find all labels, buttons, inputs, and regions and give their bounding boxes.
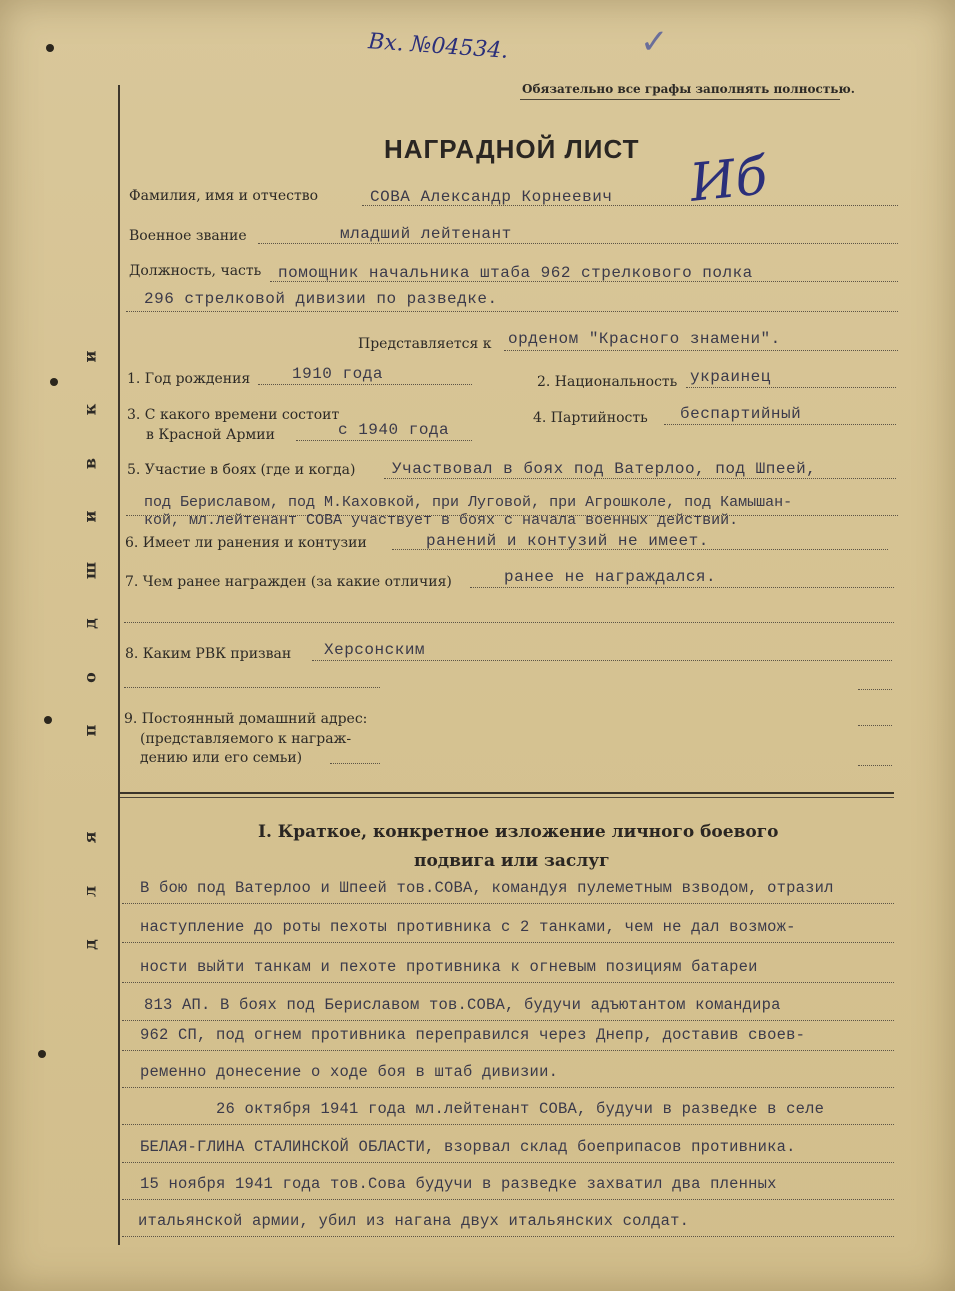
- narrative-rule: [122, 1087, 894, 1088]
- margin-letter: в: [80, 457, 100, 469]
- margin-letter: и: [80, 350, 100, 362]
- margin-letter: к: [80, 403, 100, 416]
- birth-line: [258, 384, 472, 385]
- narrative-line: 26 октября 1941 года мл.лейтенант СОВА, будучи в разведке в селе: [216, 1100, 825, 1118]
- incoming-number: Вх. №04534.: [367, 29, 510, 64]
- birth-value: 1910 года: [292, 365, 383, 383]
- party-line: [664, 424, 896, 425]
- narrative-rule: [122, 982, 894, 983]
- awards-line-2: [124, 622, 894, 623]
- section-heading-2: подвига или заслуг: [414, 851, 610, 871]
- name-label: Фамилия, имя и отчество: [129, 188, 319, 204]
- narrative-rule: [122, 1124, 894, 1125]
- nominated-line: [504, 350, 898, 351]
- left-margin-rule: [118, 85, 120, 1245]
- narrative-line: БЕЛАЯ-ГЛИНА СТАЛИНСКОЙ ОБЛАСТИ, взорвал склад боеприпасов противника.: [140, 1138, 796, 1156]
- section-divider-bottom: [120, 797, 894, 798]
- awards-line-1: [470, 587, 894, 588]
- narrative-line: 813 АП. В боях под Бериславом тов.СОВА, будучи адъютантом командира: [144, 996, 781, 1014]
- narrative-line: 962 СП, под огнем противника переправился через Днепр, доставив своев-: [140, 1026, 806, 1044]
- address-line-2: [330, 763, 380, 764]
- service-label-2: в Красной Армии: [146, 427, 275, 443]
- position-value-2: 296 стрелковой дивизии по разведке.: [144, 290, 498, 308]
- party-value: беспартийный: [680, 405, 802, 423]
- wounds-label: 6. Имеет ли ранения и контузии: [125, 535, 367, 551]
- position-line-2: [126, 311, 898, 312]
- punch-hole: [46, 44, 54, 52]
- nationality-line: [686, 387, 896, 388]
- narrative-rule: [122, 1199, 894, 1200]
- narrative-rule: [122, 1020, 894, 1021]
- battles-line-1: [384, 478, 896, 479]
- margin-letter: д: [80, 939, 100, 950]
- narrative-rule: [122, 1236, 894, 1237]
- position-value-1: помощник начальника штаба 962 стрелкового полка: [278, 264, 753, 282]
- rank-label: Военное звание: [129, 228, 247, 244]
- narrative-line: итальянской армии, убил из нагана двух итальянских солдат.: [138, 1212, 690, 1230]
- rvk-line-2b: [858, 689, 892, 690]
- margin-letter: д: [80, 618, 100, 629]
- battles-value-1: Участвовал в боях под Ватерлоо, под Шпеей,: [392, 460, 817, 478]
- narrative-line: ности выйти танкам и пехоте противника к огневым позициям батареи: [140, 958, 758, 976]
- service-value: с 1940 года: [338, 421, 450, 439]
- rvk-value: Херсонским: [324, 641, 426, 659]
- narrative-line: В бою под Ватерлоо и Шпеей тов.СОВА, командуя пулеметным взводом, отразил: [140, 879, 834, 897]
- punch-hole: [44, 716, 52, 724]
- position-label: Должность, часть: [129, 263, 262, 279]
- awards-label: 7. Чем ранее награжден (за какие отличия): [125, 574, 452, 590]
- battles-value-3: кой, мл.лейтенант СОВА участвует в боях с начала военных действий.: [144, 512, 739, 529]
- service-line: [296, 440, 472, 441]
- margin-letter: я: [80, 831, 100, 844]
- narrative-rule: [122, 1050, 894, 1051]
- birth-label: 1. Год рождения: [127, 371, 251, 387]
- narrative-line: наступление до роты пехоты противника с 2 танками, чем не дал возмож-: [140, 918, 796, 936]
- rvk-line: [312, 660, 892, 661]
- section-heading-1: I. Краткое, конкретное изложение личного боевого: [258, 822, 779, 842]
- narrative-line: 15 ноября 1941 года тов.Сова будучи в разведке захватил два пленных: [140, 1175, 777, 1193]
- address-line-3: [858, 765, 892, 766]
- party-label: 4. Партийность: [533, 410, 648, 426]
- address-label-3: дению или его семьи): [140, 750, 303, 766]
- margin-letter: п: [80, 724, 100, 737]
- narrative-rule: [122, 942, 894, 943]
- margin-letter: ш: [80, 561, 100, 579]
- fill-notice-underline: [520, 99, 840, 100]
- nominated-label: Представляется к: [358, 336, 492, 352]
- battles-value-2: под Бериславом, под М.Каховкой, при Луговой, при Агрошколе, под Камышан-: [144, 494, 793, 511]
- punch-hole: [50, 378, 58, 386]
- margin-letter: и: [80, 510, 100, 523]
- nationality-label: 2. Национальность: [537, 374, 678, 390]
- fill-notice: Обязательно все графы заполнять полностью.: [522, 82, 855, 96]
- rvk-label: 8. Каким РВК призван: [125, 646, 292, 662]
- margin-letter: о: [80, 671, 100, 683]
- battles-label: 5. Участие в боях (где и когда): [127, 462, 356, 478]
- punch-hole: [38, 1050, 46, 1058]
- rank-line: [258, 243, 898, 244]
- rvk-line-2a: [124, 687, 380, 688]
- name-value: СОВА Александр Корнеевич: [370, 188, 613, 206]
- nationality-value: украинец: [690, 368, 771, 386]
- narrative-rule: [122, 903, 894, 904]
- narrative-rule: [122, 1162, 894, 1163]
- check-mark: ✓: [640, 22, 669, 62]
- initials-mark: Иб: [687, 146, 771, 214]
- narrative-line: ременно донесение о ходе боя в штаб дивизии.: [140, 1063, 559, 1081]
- wounds-value: ранений и контузий не имеет.: [426, 532, 709, 550]
- margin-letter: л: [80, 885, 100, 897]
- section-divider-top: [120, 792, 894, 794]
- nominated-value: орденом "Красного знамени".: [508, 330, 781, 348]
- address-label-2: (представляемого к награж-: [140, 731, 352, 747]
- document-title: НАГРАДНОЙ ЛИСТ: [384, 134, 640, 164]
- awards-value: ранее не награждался.: [504, 568, 717, 586]
- service-label-1: 3. С какого времени состоит: [127, 407, 340, 423]
- address-line-1: [858, 725, 892, 726]
- address-label-1: 9. Постоянный домашний адрес:: [124, 711, 368, 727]
- rank-value: младший лейтенант: [340, 225, 512, 243]
